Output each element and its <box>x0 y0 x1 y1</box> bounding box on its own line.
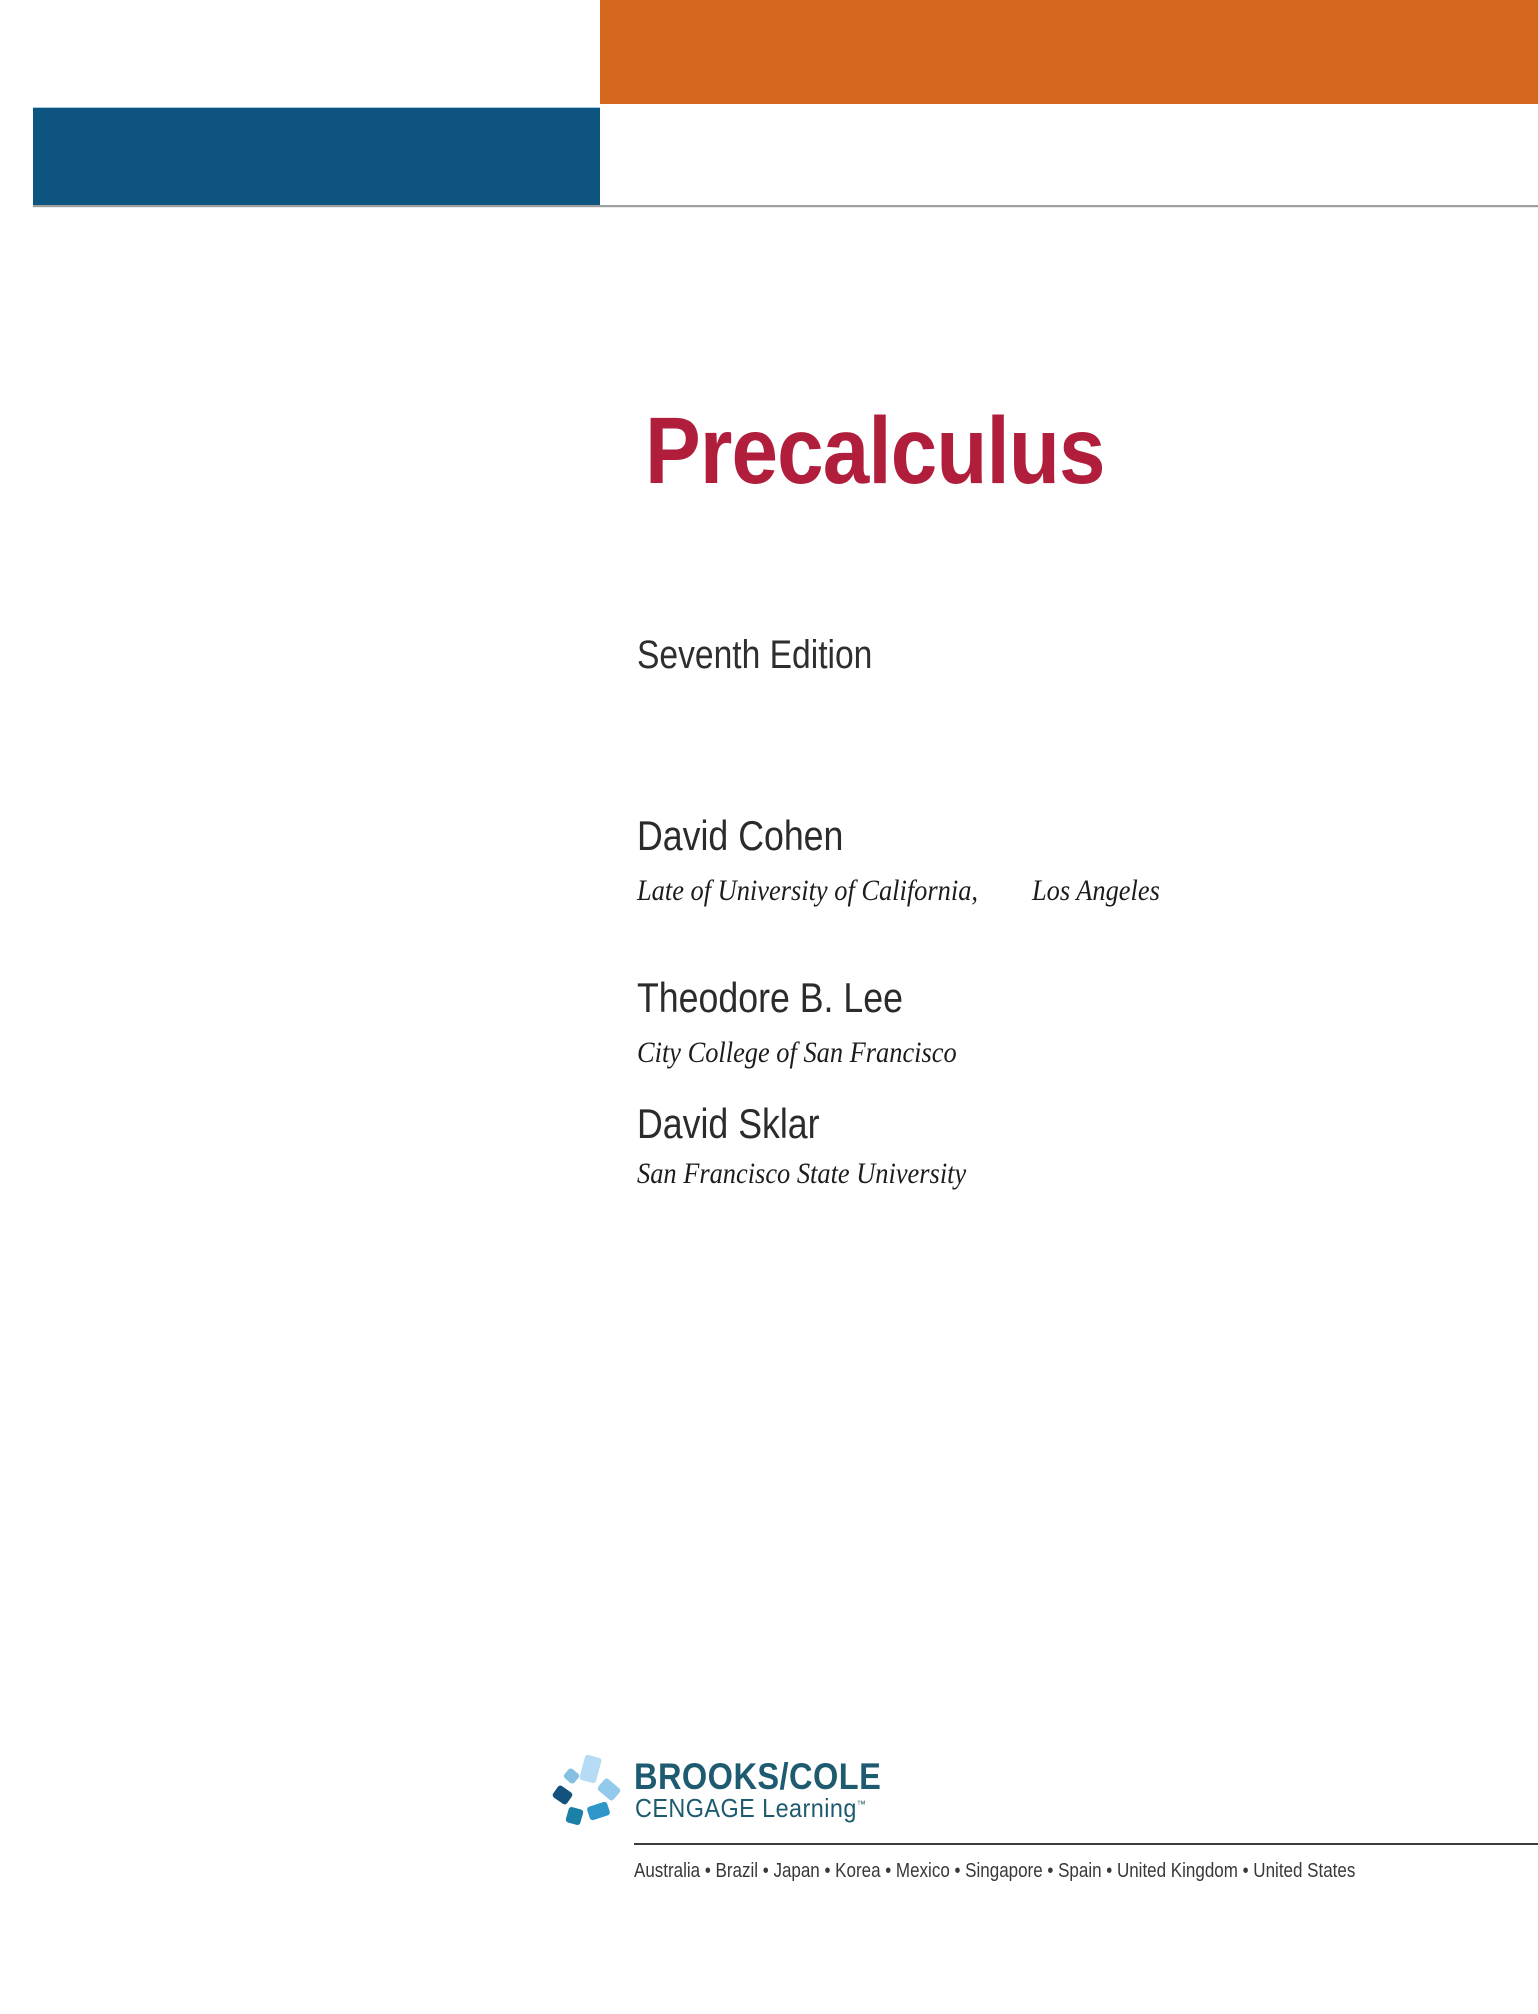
blue-banner <box>33 107 600 205</box>
orange-banner <box>600 0 1538 104</box>
author-affiliation-david-sklar <box>637 1154 1011 1194</box>
author-affiliation-david-cohen <box>637 871 1177 911</box>
book-title-text: Precalculus <box>645 398 1105 504</box>
edition-label <box>637 635 917 675</box>
top-divider <box>33 205 1538 207</box>
pinwheel-piece <box>563 1767 581 1785</box>
publisher-brand: BROOKS/COLE <box>634 1756 882 1797</box>
imprint-text: CENGAGE Learning™ <box>635 1793 867 1823</box>
author-name-theodore-b-lee: Theodore B. Lee <box>637 974 903 1021</box>
publisher-locations-text: Australia • Brazil • Japan • Korea • Mexico • Singapore • Spain • United Kingdom • United States <box>634 1860 1356 1882</box>
footer-divider <box>634 1843 1538 1845</box>
trademark-symbol: ™ <box>856 1799 867 1811</box>
pinwheel-piece <box>586 1801 610 1821</box>
pinwheel-piece <box>579 1754 602 1784</box>
publisher-imprint <box>635 1795 892 1821</box>
author-name-david-cohen: David Cohen <box>637 812 844 859</box>
author-affiliation-theodore-b-lee <box>637 1033 1000 1073</box>
publisher-locations <box>634 1859 1483 1883</box>
affiliation-line: Los Angeles <box>1032 874 1160 907</box>
affiliation-line: Late of University of California, <box>637 874 978 907</box>
cengage-pinwheel-icon <box>548 1754 628 1830</box>
affiliation-line: San Francisco State University <box>637 1157 967 1190</box>
pinwheel-piece <box>597 1777 622 1801</box>
affiliation-line: City College of San Francisco <box>637 1036 957 1069</box>
pinwheel-piece <box>565 1806 584 1826</box>
pinwheel-piece <box>552 1784 574 1805</box>
page-title <box>645 398 1167 504</box>
edition-text: Seventh Edition <box>637 633 873 677</box>
author-name-david-sklar: David Sklar <box>637 1100 820 1147</box>
